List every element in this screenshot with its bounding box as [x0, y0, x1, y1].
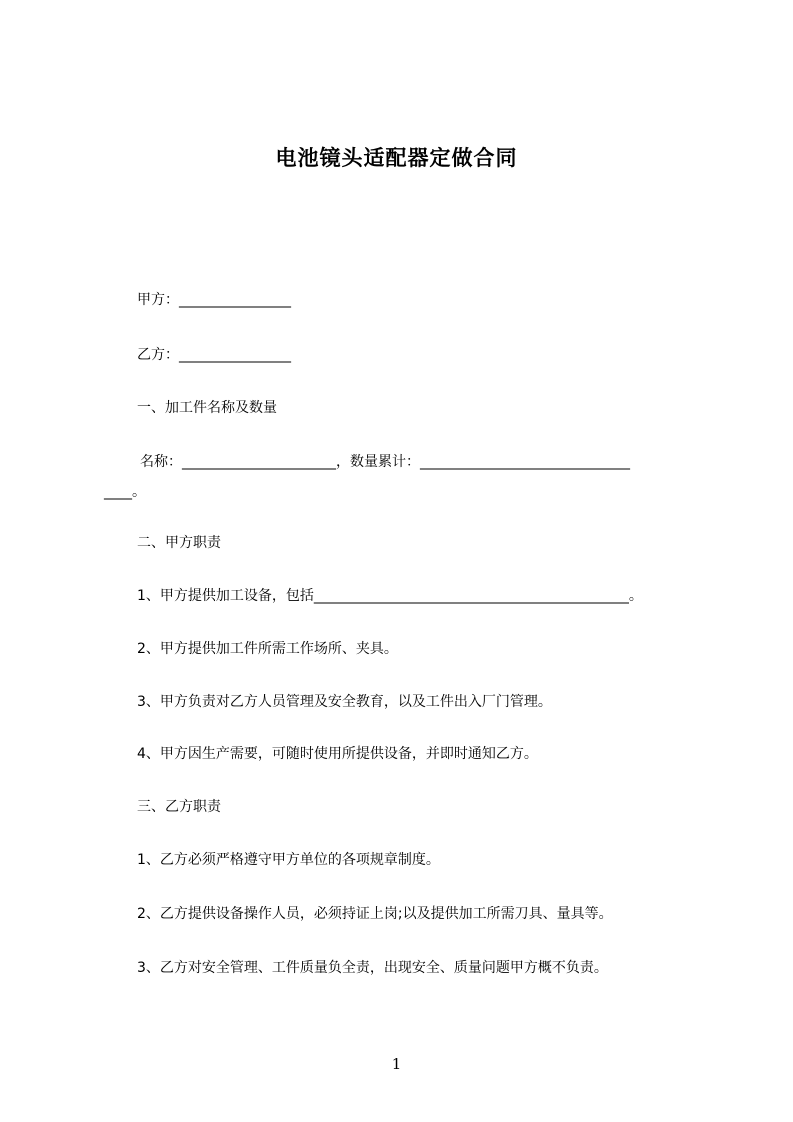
party-b-line: 乙方：________________ [137, 347, 291, 363]
section-3-item-3: 3、乙方对安全管理、工件质量负全责，出现安全、质量问题甲方概不负责。 [137, 960, 608, 976]
section-3-heading: 三、乙方职责 [137, 799, 221, 815]
section-2-item-2: 2、甲方提供加工件所需工作场所、夹具。 [137, 641, 398, 657]
section-3-item-1: 1、乙方必须严格遵守甲方单位的各项规章制度。 [137, 852, 440, 868]
section-1-heading: 一、加工件名称及数量 [137, 400, 277, 416]
section-1-name-quantity-line: 名称：______________________，数量累计：______________________________ [140, 454, 630, 470]
section-2-heading: 二、甲方职责 [137, 535, 221, 551]
page-number: 1 [391, 1055, 402, 1073]
party-a-line: 甲方：________________ [137, 292, 291, 308]
document-title: 电池镜头适配器定做合同 [275, 146, 518, 170]
section-1-continuation-line: ____。 [104, 484, 146, 500]
section-2-item-3: 3、甲方负责对乙方人员管理及安全教育，以及工件出入厂门管理。 [137, 694, 552, 710]
section-3-item-2: 2、乙方提供设备操作人员，必须持证上岗;以及提供加工所需刀具、量具等。 [137, 906, 613, 922]
section-2-item-4: 4、甲方因生产需要，可随时使用所提供设备，并即时通知乙方。 [137, 746, 538, 762]
section-2-item-1: 1、甲方提供加工设备，包括_____________________________________________。 [137, 588, 643, 604]
